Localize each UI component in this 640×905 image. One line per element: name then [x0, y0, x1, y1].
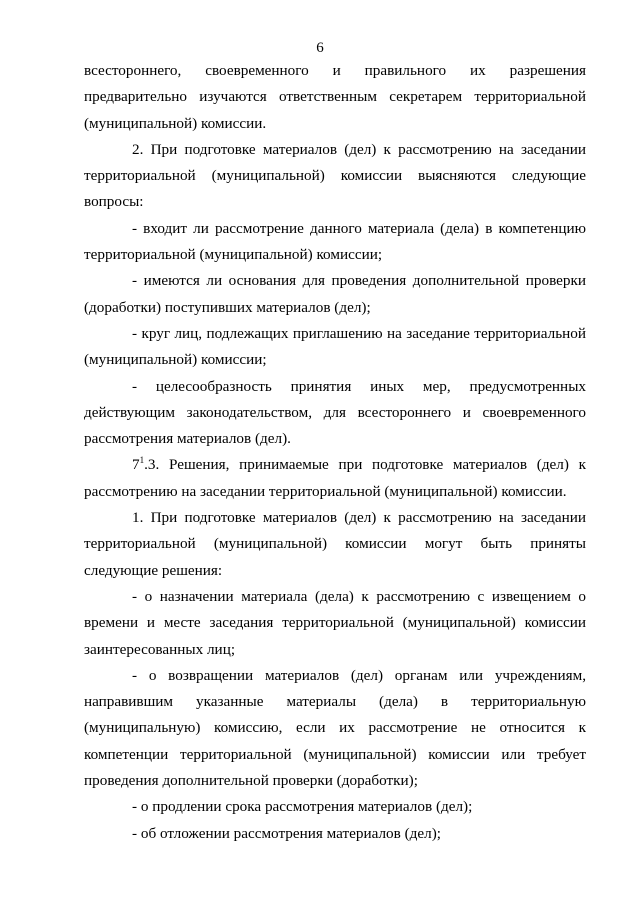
section-superscript: 1: [139, 455, 145, 466]
list-item-scheduling: - о назначении материала (дела) к рассмотрению с извещением о времени и месте заседания территориальной (муниципальной) комиссии заинтересованных лиц;: [84, 587, 586, 658]
list-item-competence: - входит ли рассмотрение данного материала (дела) в компетенцию территориальной (муниципальной) комиссии;: [84, 219, 586, 264]
section-7-1-3-heading: [84, 452, 586, 505]
page-number: 6: [316, 40, 324, 56]
continuation-paragraph: предварительно изучаются ответственным секретарем территориальной (муниципальной) комиссии.: [84, 88, 586, 132]
list-item-other-measures: - целесообразность принятия иных мер, предусмотренных действующим законодательством, для всестороннего и своевременного рассмотрения материалов (дел).: [84, 377, 586, 448]
list-item-postpone: - об отложении рассмотрения материалов (дел);: [132, 824, 441, 842]
clause-2-paragraph: 2. При подготовке материалов (дел) к рассмотрению на заседании территориальной (муниципальной) комиссии выясняются следующие вопросы:: [84, 140, 586, 211]
document-body: [84, 58, 586, 847]
list-item-return-materials: - о возвращении материалов (дел) органам или учреждениям, направившим указанные материалы (дела) в территориальную (муниципальную) комиссию, если их рассмотрение не относится к компетенции территориальной (муниципальной) комиссии или требует проведения дополнительной проверки (доработки);: [84, 666, 586, 790]
continuation-first-line: всестороннего, своевременного и правильного их разрешения: [84, 62, 586, 79]
section-heading-text: .3. Решения, принимаемые при подготовке материалов (дел) к рассмотрению на заседании территориальной (муниципальной) комиссии.: [84, 456, 586, 500]
list-item-additional-check: - имеются ли основания для проведения дополнительной проверки (доработки) поступивших материалов (дел);: [84, 272, 586, 316]
list-item-invited-persons: - круг лиц, подлежащих приглашению на заседание территориальной (муниципальной) комиссии;: [84, 324, 586, 369]
section-number: 7: [132, 456, 140, 474]
clause-1-paragraph: 1. При подготовке материалов (дел) к рассмотрению на заседании территориальной (муниципальной) комиссии могут быть приняты следующие решения:: [84, 509, 586, 579]
list-item-extend-term: - о продлении срока рассмотрения материалов (дел);: [132, 798, 473, 816]
